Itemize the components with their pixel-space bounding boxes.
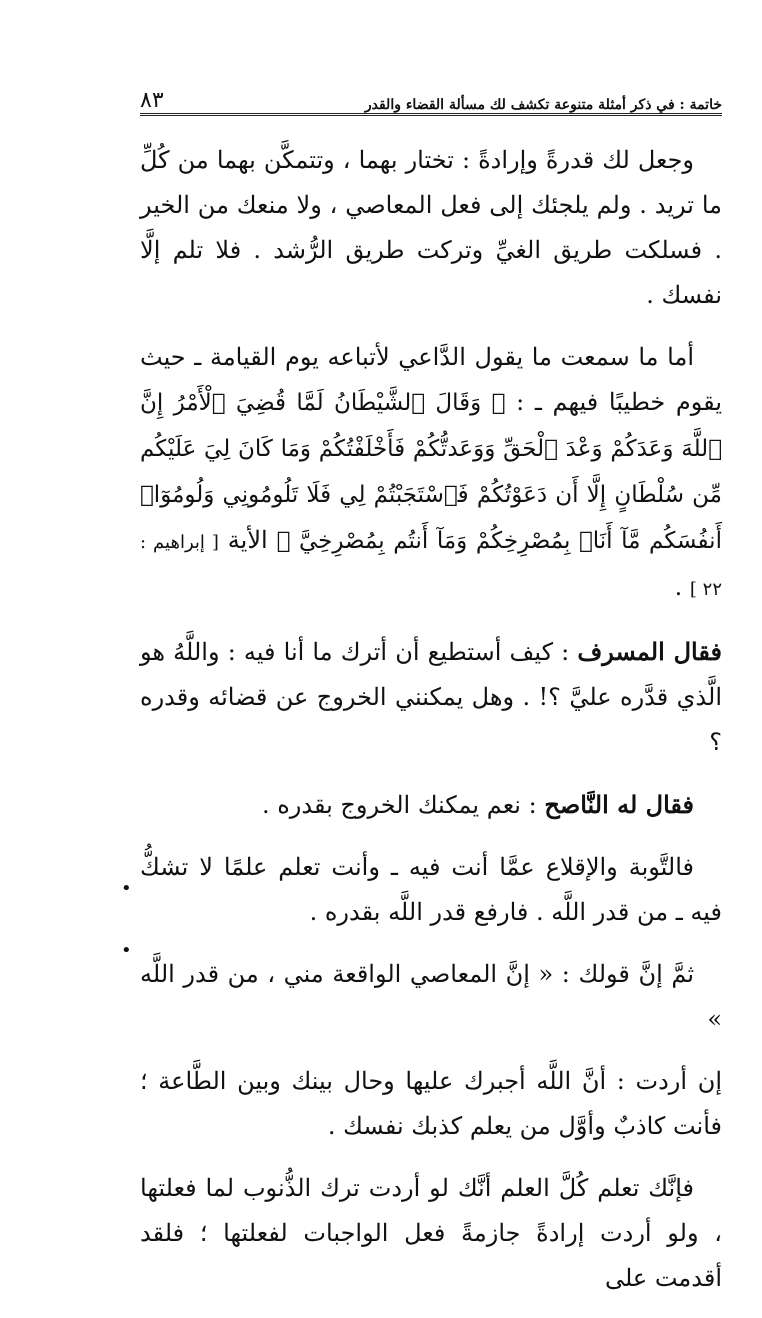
- speaker-nasih: فقال له النَّاصح: [544, 790, 694, 819]
- paragraph-7-line-1: إن أردت : أنَّ اللَّه أجبرك عليها وحال بينك وبين الطَّاعة ؛ فأنت كاذبٌ: [140, 1067, 722, 1140]
- margin-bullet: •: [121, 940, 132, 961]
- page-number: ٨٣: [140, 88, 164, 113]
- paragraph-2-intro: أما ما سمعت ما يقول الدَّاعي لأتباعه يوم القيامة ـ حيث يقوم خطيبًا فيهم ـ :: [140, 343, 722, 416]
- paragraph-3-text: : كيف أستطيع أن أترك ما أنا فيه : واللَّهُ هو الَّذي قدَّره عليَّ ؟! . وهل يمكنني الخروج عن قضائه وقدره ؟: [140, 638, 722, 756]
- paragraph-8-line-1: فإنَّك تعلم كُلَّ العلم أنَّك لو أردت ترك الذُّنوب لما فعلتها ،: [140, 1174, 722, 1247]
- running-header: [140, 88, 722, 113]
- paragraph-8-line-2: ولو أردت إرادةً جازمةً فعل الواجبات لفعلتها ؛ فلقد أقدمت على: [140, 1219, 722, 1292]
- verse-reference: [ إبراهيم : ٢٢ ]: [140, 532, 722, 600]
- paragraph-1: وجعل لك قدرةً وإرادةً : تختار بهما ، وتتمكَّن بهما من كُلِّ ما تريد . ولم يلجئك إلى فعل المعاصي ، ولا منعك من الخير . فسلكت طريق الغيِّ وتركت طريق الرُّشد . فلا تلم إلَّا نفسك .: [140, 146, 723, 309]
- paragraph-8: [140, 1166, 722, 1301]
- paragraph-4-text: : نعم يمكنك الخروج بقدره .: [261, 791, 537, 819]
- verse-tail: الأية: [227, 526, 268, 554]
- paragraph-5: فالتَّوبة والإقلاع عمَّا أنت فيه ـ وأنت تعلم علمًا لا تشكُّ فيه ـ من قدر اللَّه . فارفع قدر اللَّه بقدره .: [140, 853, 722, 926]
- header-divider: [140, 113, 722, 116]
- paragraph-4: [140, 782, 722, 828]
- running-title: خاتمة : في ذكر أمثلة متنوعة تكشف لك مسألة القضاء والقدر: [364, 97, 722, 113]
- paragraph-2: [140, 335, 722, 612]
- paragraph-6: ثمَّ إنَّ قولك : « إنَّ المعاصي الواقعة مني ، من قدر اللَّه »: [140, 960, 722, 1033]
- quran-verse: ﴿ وَقَالَ ٱلشَّيْطَانُ لَمَّا قُضِيَ ٱلْأَمْرُ إِنَّ ٱللَّهَ وَعَدَكُمْ وَعْدَ ٱلْحَقِّ وَوَعَدتُّكُمْ فَأَخْلَفْتُكُمْ وَمَا كَانَ لِيَ عَلَيْكُم مِّن سُلْطَانٍ إِلَّا أَن دَعَوْتُكُمْ فَٱسْتَجَبْتُمْ لِي فَلَا تَلُومُونِي وَلُومُوٓا۟ أَنفُسَكُم مَّآ أَنَا۠ بِمُصْرِخِكُمْ وَمَآ أَنتُم بِمُصْرِخِيَّ ﴾: [140, 390, 722, 554]
- paragraph-7: [140, 1059, 722, 1149]
- page-body: [140, 138, 722, 1318]
- paragraph-3: [140, 629, 722, 765]
- paragraph-7-line-2: وأوَّل من يعلم كذبك نفسك .: [327, 1112, 606, 1140]
- speaker-musrif: فقال المسرف: [577, 637, 722, 666]
- verse-end: .: [674, 573, 683, 601]
- margin-bullet: •: [121, 878, 132, 899]
